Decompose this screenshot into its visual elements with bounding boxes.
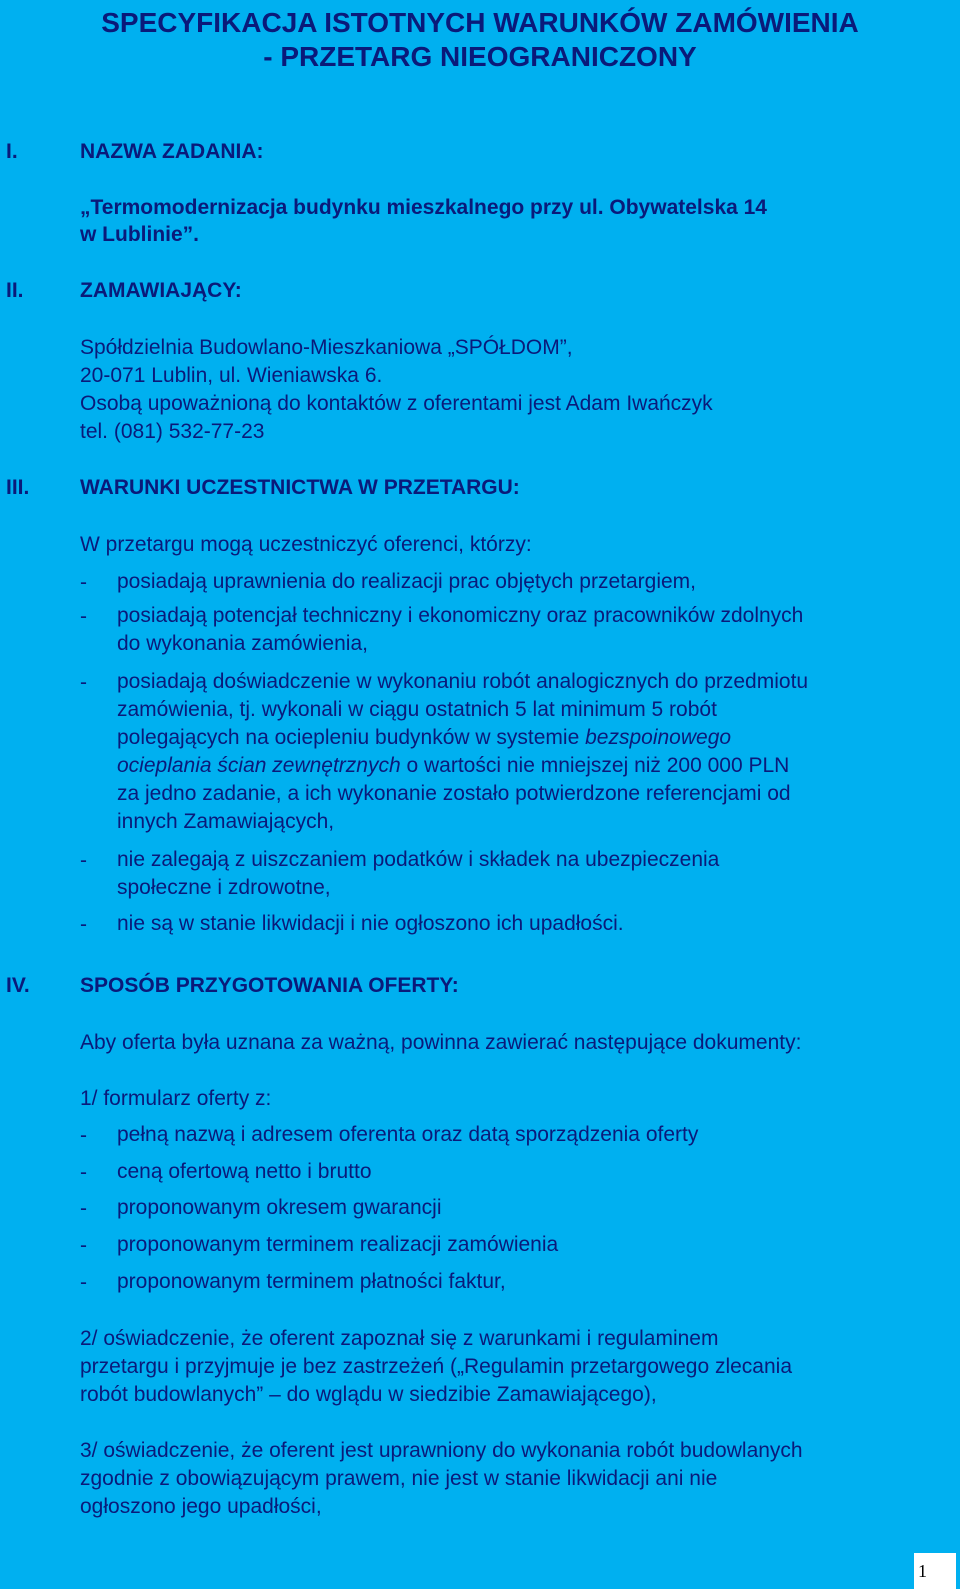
condition-item: za jedno zadanie, a ich wykonanie zostało potwierdzone referencjami od <box>117 782 791 805</box>
form-item: proponowanym terminem realizacji zamówienia <box>117 1233 559 1256</box>
form-item: proponowanym terminem płatności faktur, <box>117 1270 506 1293</box>
section1-number: I. <box>6 140 18 163</box>
list-dash: - <box>80 605 87 628</box>
condition-item <box>117 752 789 780</box>
doc-title-line1: SPECYFIKACJA ISTOTNYCH WARUNKÓW ZAMÓWIENIA <box>101 7 859 38</box>
form-item: proponowanym okresem gwarancji <box>117 1196 442 1219</box>
condition-text: o wartości nie mniejszej niż 200 000 PLN <box>400 754 790 777</box>
list-dash: - <box>80 1271 87 1294</box>
statement2-line: przetargu i przyjmuje je bez zastrzeżeń („Regulamin przetargowego zlecania <box>80 1355 793 1378</box>
offer-intro: Aby oferta była uznana za ważną, powinna zawierać następujące dokumenty: <box>80 1031 802 1054</box>
section2-number: II. <box>6 279 24 302</box>
condition-item: innych Zamawiających, <box>117 810 335 833</box>
task-name-line2: w Lublinie”. <box>80 223 199 246</box>
orderer-line: Spółdzielnia Budowlano-Mieszkaniowa „SPÓŁDOM”, <box>80 336 573 359</box>
condition-item: nie są w stanie likwidacji i nie ogłoszono ich upadłości. <box>117 912 624 935</box>
list-dash: - <box>80 913 87 936</box>
list-dash: - <box>80 571 87 594</box>
condition-item: posiadają potencjał techniczny i ekonomiczny oraz pracowników zdolnych <box>117 604 804 627</box>
statement2-line: robót budowlanych” – do wglądu w siedzibie Zamawiającego), <box>80 1383 657 1406</box>
section4-heading: SPOSÓB PRZYGOTOWANIA OFERTY: <box>80 974 459 997</box>
statement3-line: 3/ oświadczenie, że oferent jest uprawniony do wykonania robót budowlanych <box>80 1439 803 1462</box>
section1-heading: NAZWA ZADANIA: <box>80 140 264 163</box>
form-item: ceną ofertową netto i brutto <box>117 1160 372 1183</box>
condition-item: zamówienia, tj. wykonali w ciągu ostatnich 5 lat minimum 5 robót <box>117 698 717 721</box>
statement2-line: 2/ oświadczenie, że oferent zapoznał się z warunkami i regulaminem <box>80 1327 719 1350</box>
task-name-line1: „Termomodernizacja budynku mieszkalnego przy ul. Obywatelska 14 <box>80 196 767 219</box>
list-dash: - <box>80 671 87 694</box>
condition-emphasis: ocieplania ścian zewnętrznych <box>117 754 401 777</box>
condition-item <box>117 724 731 752</box>
list-dash: - <box>80 1124 87 1147</box>
orderer-line: Osobą upoważnioną do kontaktów z oferentami jest Adam Iwańczyk <box>80 392 713 415</box>
doc-title-line2: - PRZETARG NIEOGRANICZONY <box>263 41 697 72</box>
list-dash: - <box>80 1161 87 1184</box>
statement3-line: zgodnie z obowiązującym prawem, nie jest w stanie likwidacji ani nie <box>80 1467 718 1490</box>
list-dash: - <box>80 849 87 872</box>
section4-number: IV. <box>6 974 30 997</box>
condition-item: do wykonania zamówienia, <box>117 632 368 655</box>
section2-heading: ZAMAWIAJĄCY: <box>80 279 242 302</box>
offer-form-title: 1/ formularz oferty z: <box>80 1087 272 1110</box>
condition-text: polegających na ociepleniu budynków w systemie <box>117 726 586 749</box>
form-item: pełną nazwą i adresem oferenta oraz datą sporządzenia oferty <box>117 1123 699 1146</box>
section3-heading: WARUNKI UCZESTNICTWA W PRZETARGU: <box>80 476 520 499</box>
participation-intro: W przetargu mogą uczestniczyć oferenci, którzy: <box>80 533 532 556</box>
condition-item: posiadają uprawnienia do realizacji prac objętych przetargiem, <box>117 570 696 593</box>
condition-item: społeczne i zdrowotne, <box>117 876 331 899</box>
condition-item: nie zalegają z uiszczaniem podatków i składek na ubezpieczenia <box>117 848 720 871</box>
condition-emphasis: bezspoinowego <box>585 726 732 749</box>
condition-item: posiadają doświadczenie w wykonaniu robót analogicznych do przedmiotu <box>117 670 809 693</box>
orderer-line: tel. (081) 532-77-23 <box>80 420 265 443</box>
list-dash: - <box>80 1197 87 1220</box>
statement3-line: ogłoszono jego upadłości, <box>80 1495 322 1518</box>
list-dash: - <box>80 1234 87 1257</box>
page-number: 1 <box>914 1553 956 1589</box>
section3-number: III. <box>6 476 30 499</box>
orderer-line: 20-071 Lublin, ul. Wieniawska 6. <box>80 364 383 387</box>
